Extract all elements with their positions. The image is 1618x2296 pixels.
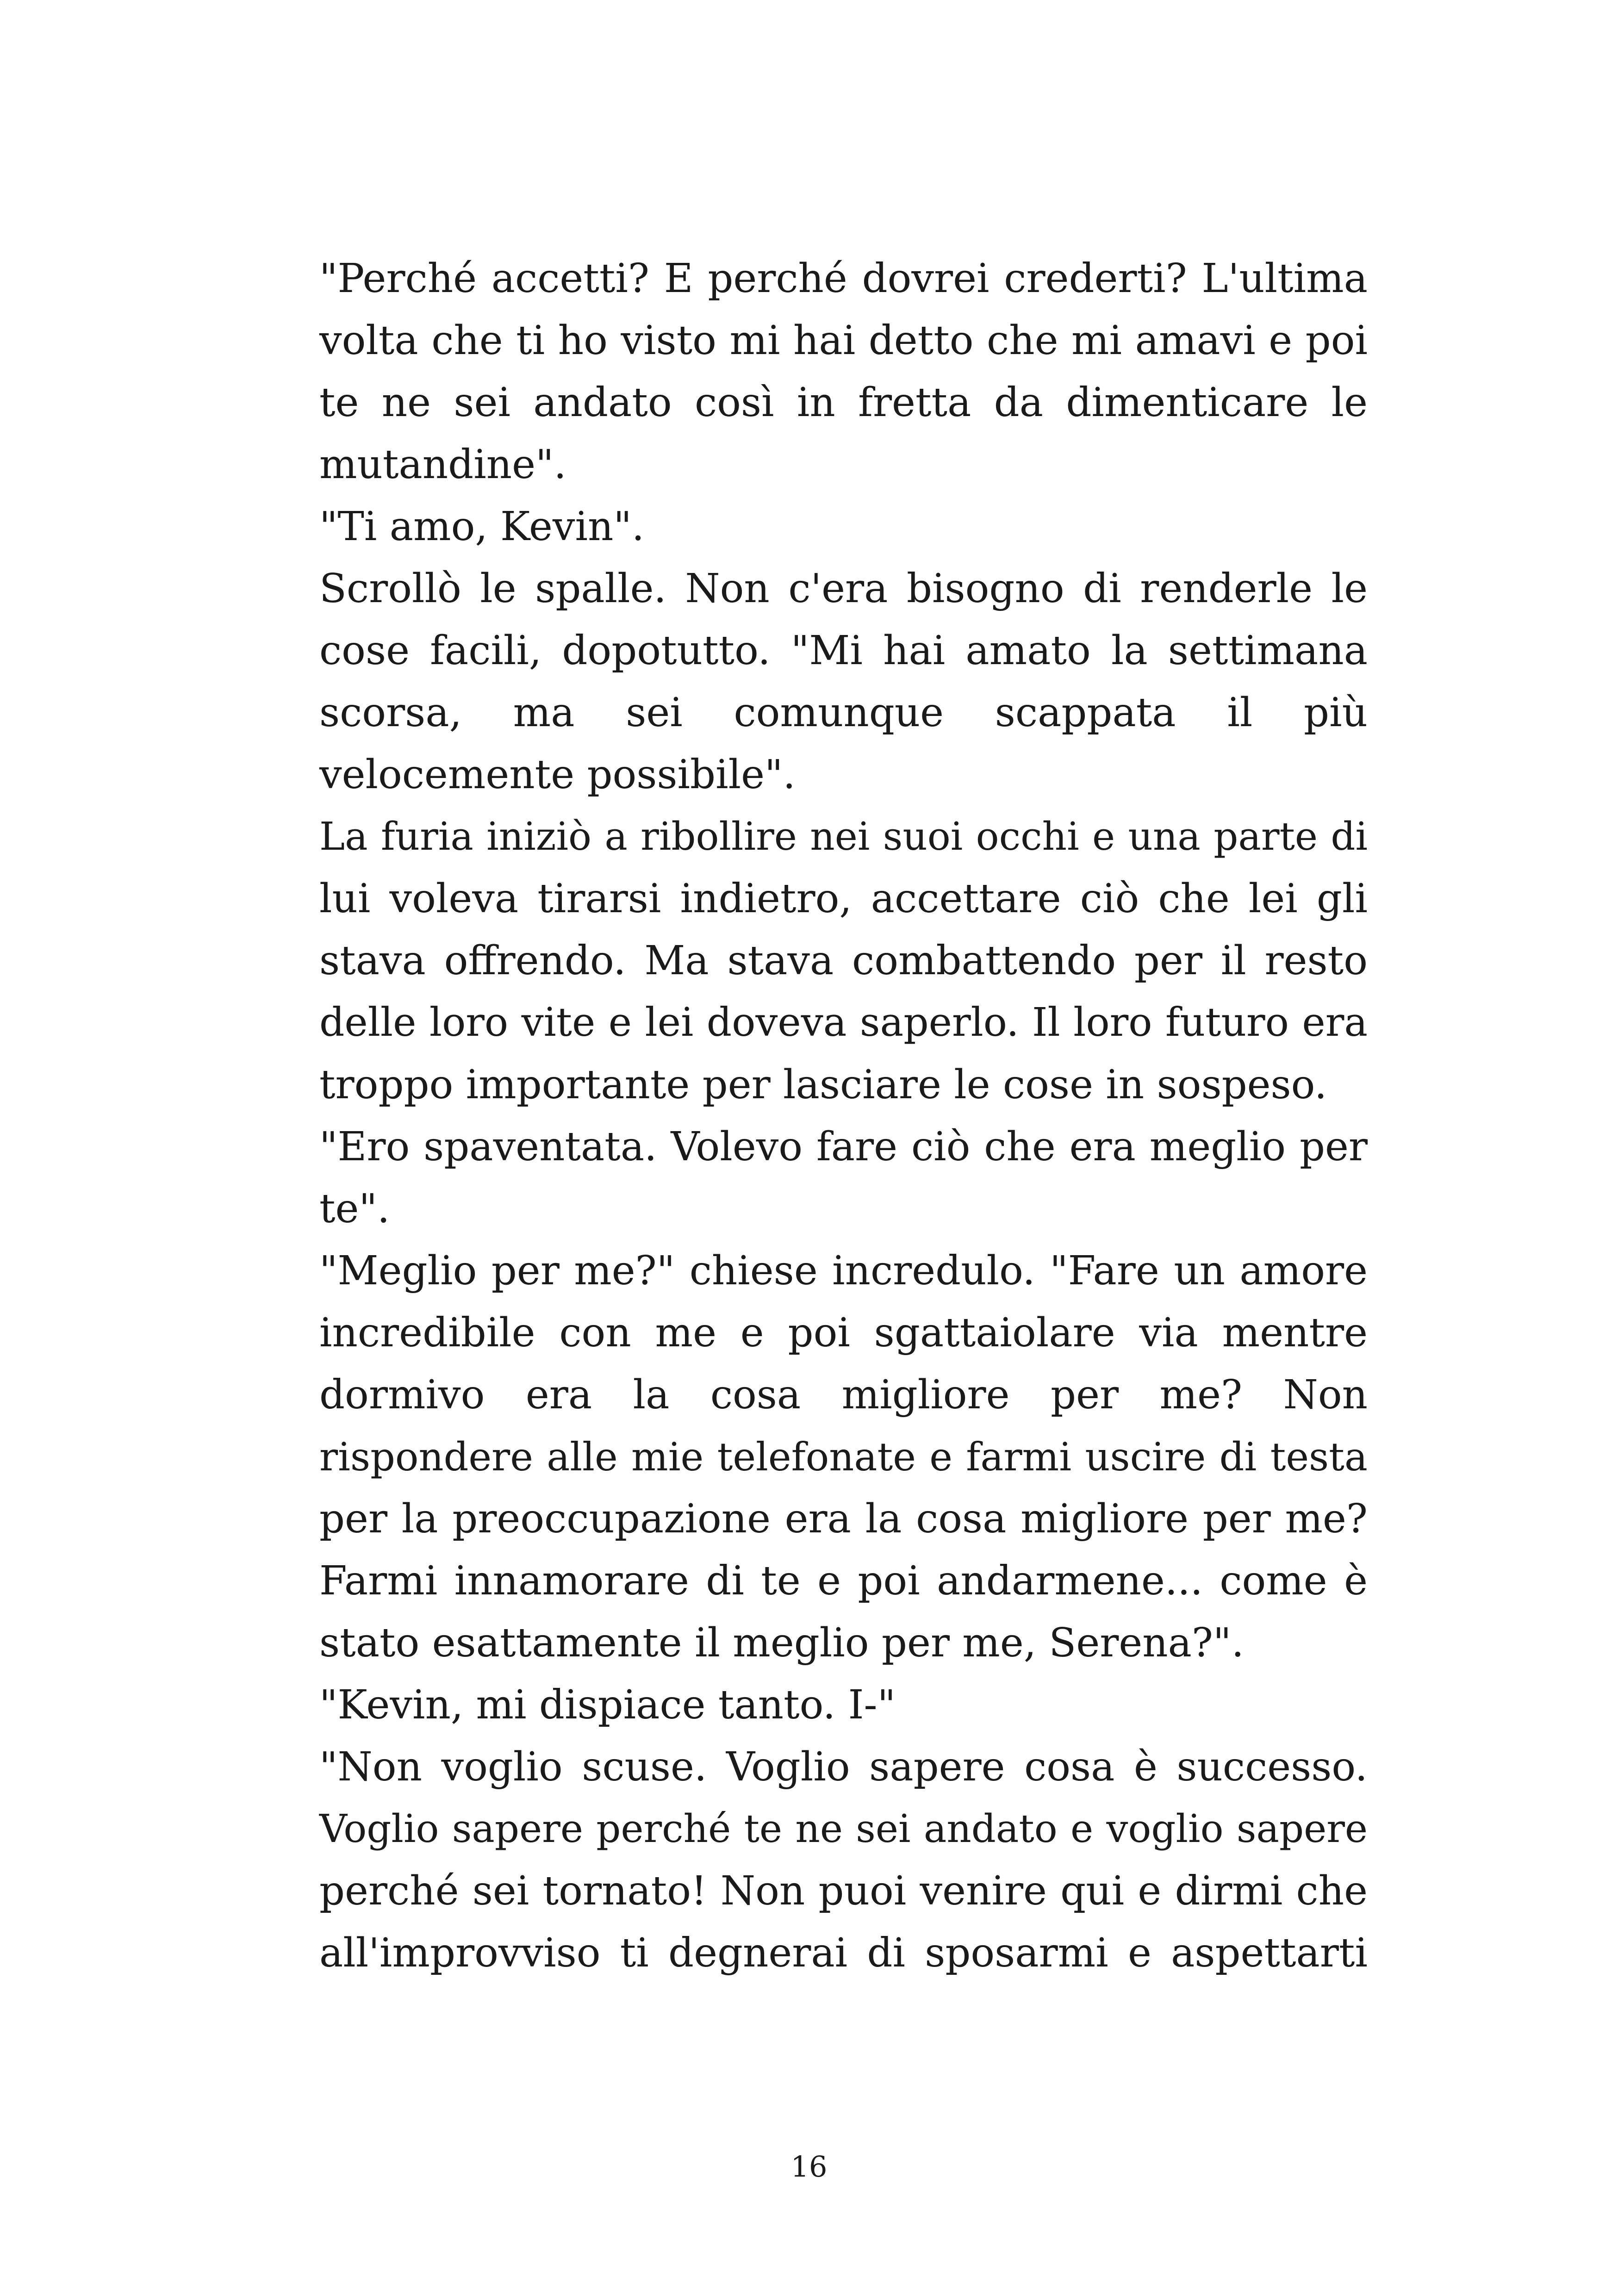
text-line: stava offrendo. Ma stava combattendo per il resto <box>319 938 1368 984</box>
text-line: rispondere alle mie telefonate e farmi uscire di testa <box>319 1434 1368 1480</box>
text-line: La furia iniziò a ribollire nei suoi occhi e una parte di <box>319 814 1368 859</box>
text-line: velocemente possibile". <box>319 752 796 798</box>
text-line: "Kevin, mi dispiace tanto. I-" <box>319 1682 896 1728</box>
text-line: Scrollò le spalle. Non c'era bisogno di renderle le <box>319 566 1368 612</box>
text-line: te ne sei andato così in fretta da dimenticare le <box>319 380 1368 426</box>
text-line: "Ero spaventata. Volevo fare ciò che era meglio per <box>319 1124 1368 1170</box>
text-line: "Non voglio scuse. Voglio sapere cosa è successo. <box>319 1744 1368 1790</box>
text-line: cose facili, dopotutto. "Mi hai amato la settimana <box>319 628 1368 674</box>
text-line: Farmi innamorare di te e poi andarmene... come è <box>319 1558 1368 1604</box>
text-line: "Meglio per me?" chiese incredulo. "Fare un amore <box>319 1248 1368 1294</box>
text-line: lui voleva tirarsi indietro, accettare ciò che lei gli <box>319 876 1368 922</box>
text-line: per la preoccupazione era la cosa migliore per me? <box>319 1496 1368 1542</box>
page-number: 16 <box>790 2150 828 2184</box>
text-line: scorsa, ma sei comunque scappata il più <box>319 690 1368 736</box>
text-line: all'improvviso ti degnerai di sposarmi e aspettarti <box>319 1930 1368 1976</box>
text-line: mutandine". <box>319 442 566 488</box>
text-line: incredibile con me e poi sgattaiolare via mentre <box>319 1310 1368 1356</box>
text-line: dormivo era la cosa migliore per me? Non <box>319 1372 1368 1418</box>
text-line: troppo importante per lasciare le cose in sospeso. <box>319 1062 1327 1108</box>
text-line: Voglio sapere perché te ne sei andato e voglio sapere <box>319 1806 1368 1851</box>
text-line: stato esattamente il meglio per me, Serena?". <box>319 1620 1244 1666</box>
text-line: "Perché accetti? E perché dovrei crederti? L'ultima <box>319 255 1368 302</box>
text-line: perché sei tornato! Non puoi venire qui e dirmi che <box>319 1868 1368 1914</box>
text-line: delle loro vite e lei doveva saperlo. Il loro futuro era <box>319 1000 1368 1045</box>
text-line: te". <box>319 1186 390 1232</box>
body-text <box>319 248 1368 1984</box>
text-line: volta che ti ho visto mi hai detto che mi amavi e poi <box>319 317 1368 364</box>
text-line: "Ti amo, Kevin". <box>319 504 645 550</box>
